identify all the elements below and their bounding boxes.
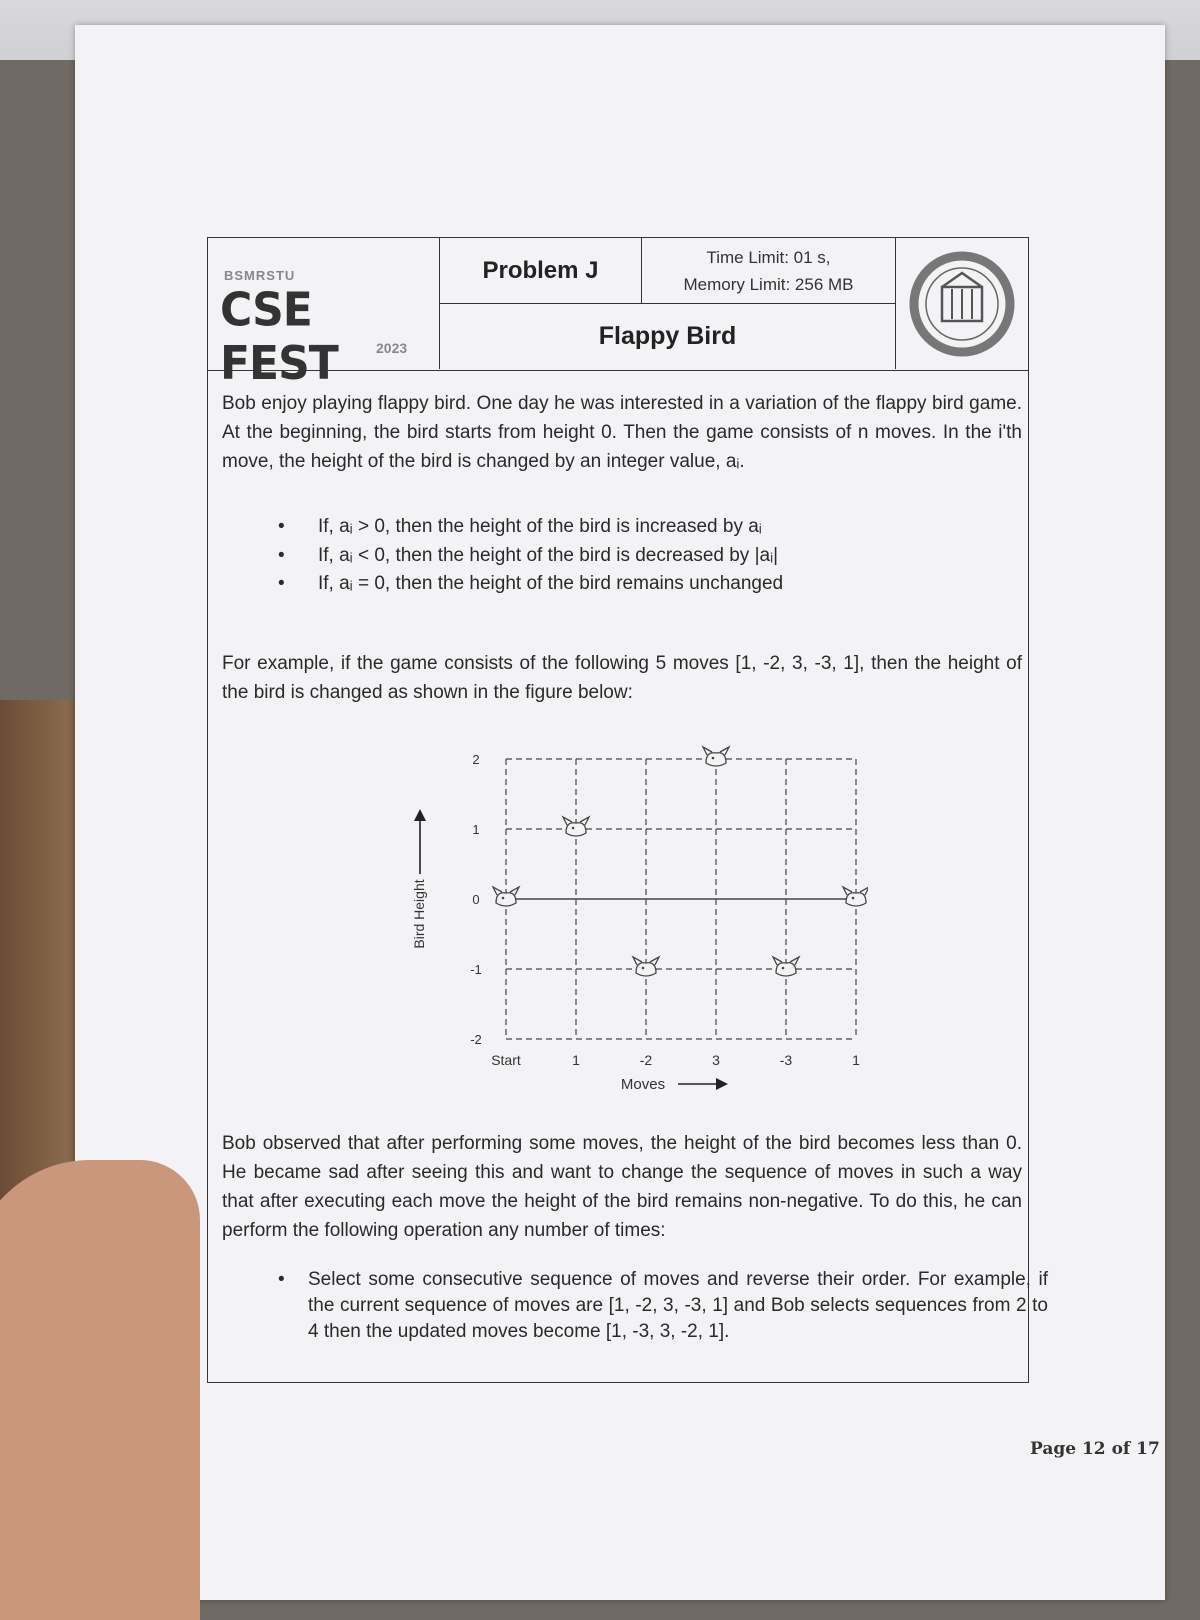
bird-body <box>636 963 656 976</box>
paper-sheet <box>75 25 1165 1600</box>
example-paragraph: For example, if the game consists of the following 5 moves [1, -2, 3, -3, 1], then the height of the bird is changed as shown in the figure below: <box>222 653 1022 703</box>
bird-icon <box>703 747 729 766</box>
problem-title: Flappy Bird <box>440 304 896 369</box>
y-tick-label: 0 <box>472 892 480 907</box>
chart-marks <box>493 747 868 976</box>
y-axis-label: Bird Height <box>411 879 427 949</box>
page-of: of <box>1111 1439 1131 1459</box>
bird-eye <box>712 757 715 760</box>
rule-item: • If, aᵢ > 0, then the height of the bird is increased by aᵢ <box>278 513 978 542</box>
bird-eye <box>502 897 505 900</box>
fest-logo <box>208 238 440 391</box>
y-axis-arrow <box>414 809 426 874</box>
bird-eye <box>782 967 785 970</box>
rules-list <box>278 513 978 599</box>
page-current: 12 <box>1081 1439 1106 1459</box>
bird-body <box>706 753 726 766</box>
bird-body <box>496 893 516 906</box>
bird-eye <box>642 967 645 970</box>
limits <box>642 238 896 304</box>
university-seal <box>896 238 1027 369</box>
x-tick-label: 1 <box>852 1052 860 1068</box>
problem-label: Problem J <box>440 238 642 304</box>
bird-body <box>566 823 586 836</box>
bird-body <box>776 963 796 976</box>
org-label: BSMRSTU <box>224 268 296 283</box>
page-total: 17 <box>1136 1439 1160 1459</box>
x-tick-label: -3 <box>779 1052 793 1068</box>
x-tick-label: Start <box>491 1052 521 1068</box>
y-tick-label: 2 <box>472 752 480 767</box>
intro-paragraph: Bob enjoy playing flappy bird. One day he was interested in a variation of the flappy bird game. At the beginning, the bird starts from height 0. Then the game consists of n moves. In the i'th move, the height of the bird is changed by an integer value, aᵢ. <box>222 393 1022 472</box>
height-chart <box>398 739 868 1099</box>
hand-thumb <box>0 1160 200 1620</box>
problem-body <box>207 371 1048 1383</box>
chart-ticks <box>470 752 860 1068</box>
fest-name: CSE FEST <box>220 283 338 391</box>
y-tick-label: -1 <box>470 962 482 977</box>
y-tick-label: 1 <box>472 822 480 837</box>
bird-eye <box>852 897 855 900</box>
bird-eye <box>572 827 575 830</box>
chart-grid <box>506 759 856 1039</box>
page-prefix: Page <box>1030 1439 1077 1459</box>
x-tick-label: 3 <box>712 1052 720 1068</box>
seal-icon <box>907 249 1017 359</box>
y-tick-label: -2 <box>470 1032 482 1047</box>
rule-item: • If, aᵢ < 0, then the height of the bird is decreased by |aᵢ| <box>278 542 978 571</box>
rule-item: • If, aᵢ = 0, then the height of the bird remains unchanged <box>278 570 978 599</box>
x-axis-label: Moves <box>620 1076 666 1093</box>
memory-limit: Memory Limit: 256 MB <box>683 274 854 294</box>
x-axis-arrow <box>678 1078 728 1090</box>
x-tick-label: -2 <box>639 1052 653 1068</box>
observation-paragraph: Bob observed that after performing some moves, the height of the bird becomes less than 0. He became sad after seeing this and want to change the sequence of moves in such a way that after executing each move the height of the bird remains non-negative. To do this, he can perform the following operation any number of times: <box>222 1133 1022 1241</box>
x-tick-label: 1 <box>572 1052 580 1068</box>
time-limit: Time Limit: 01 s, <box>706 247 831 267</box>
fest-year: 2023 <box>376 340 408 356</box>
problem-header <box>207 237 1029 391</box>
page-number <box>1030 1439 1160 1459</box>
operation-item: • Select some consecutive sequence of moves and reverse their order. For example, if the current sequence of moves are [1, -2, 3, -3, 1] and Bob selects sequences from 2 to 4 then the updated moves become [1, -3, 3, -2, 1]. <box>278 1267 1048 1345</box>
bird-body <box>846 893 866 906</box>
